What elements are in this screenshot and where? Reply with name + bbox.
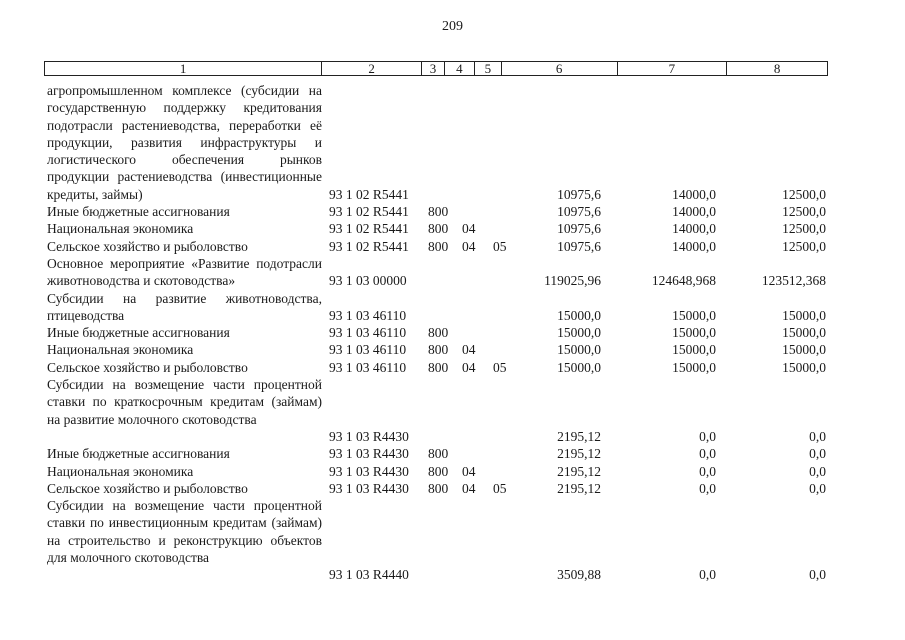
row-cell-code: 93 1 03 46110 bbox=[329, 359, 407, 375]
row-name: Субсидии на возмещение части процентной ставки по инвестиционным кредитам (займам) на строительство и реконструкцию объектов для молочного скотоводства bbox=[47, 498, 322, 566]
column-header-6: 6 bbox=[502, 62, 618, 75]
row-name: Основное мероприятие «Развитие подотрасли животноводства и скотоводства» bbox=[47, 255, 322, 289]
row-cell-v6: 2195,12 bbox=[557, 428, 601, 444]
row-cell-c4: 04 bbox=[462, 221, 476, 237]
row-cell-v7: 0,0 bbox=[699, 446, 716, 462]
table-row bbox=[0, 376, 905, 445]
row-cell-v6: 15000,0 bbox=[557, 342, 601, 358]
row-cell-c5: 05 bbox=[493, 359, 507, 375]
row-cell-code: 93 1 03 46110 bbox=[329, 342, 407, 358]
row-cell-v8: 12500,0 bbox=[782, 204, 826, 220]
row-cell-v7: 14000,0 bbox=[672, 238, 716, 254]
row-cell-code: 93 1 03 46110 bbox=[329, 325, 407, 341]
row-cell-c4: 04 bbox=[462, 480, 476, 496]
row-cell-v6: 15000,0 bbox=[557, 325, 601, 341]
row-name: Национальная экономика bbox=[47, 342, 194, 358]
row-cell-v6: 10975,6 bbox=[557, 186, 601, 202]
row-cell-code: 93 1 02 R5441 bbox=[329, 204, 409, 220]
row-cell-v8: 123512,368 bbox=[761, 273, 826, 289]
row-cell-c3: 800 bbox=[428, 204, 449, 220]
column-header-2: 2 bbox=[322, 62, 422, 75]
row-cell-code: 93 1 02 R5441 bbox=[329, 238, 409, 254]
row-cell-code: 93 1 03 46110 bbox=[329, 307, 407, 323]
row-cell-v7: 0,0 bbox=[699, 463, 716, 479]
row-cell-v7: 0,0 bbox=[699, 567, 716, 583]
row-name: Субсидии на развитие животноводства, птицеводства bbox=[47, 290, 322, 323]
row-cell-c3: 800 bbox=[428, 238, 449, 254]
row-name: Сельское хозяйство и рыболовство bbox=[47, 359, 248, 375]
row-cell-v8: 0,0 bbox=[809, 567, 826, 583]
row-name: Иные бюджетные ассигнования bbox=[47, 204, 230, 220]
row-cell-c3: 800 bbox=[428, 342, 449, 358]
row-cell-c3: 800 bbox=[428, 325, 449, 341]
row-cell-v7: 15000,0 bbox=[672, 325, 716, 341]
row-cell-v8: 15000,0 bbox=[782, 342, 826, 358]
row-cell-v8: 15000,0 bbox=[782, 307, 826, 323]
row-cell-c3: 800 bbox=[428, 221, 449, 237]
row-cell-v6: 119025,96 bbox=[544, 273, 601, 289]
table-row bbox=[0, 359, 905, 376]
row-cell-code: 93 1 02 R5441 bbox=[329, 221, 409, 237]
row-cell-v8: 15000,0 bbox=[782, 359, 826, 375]
table-row bbox=[0, 255, 905, 290]
column-header-4: 4 bbox=[445, 62, 475, 75]
table-row bbox=[0, 82, 905, 203]
row-cell-v8: 0,0 bbox=[809, 446, 826, 462]
table-row bbox=[0, 497, 905, 584]
row-cell-v7: 14000,0 bbox=[672, 186, 716, 202]
row-name: Национальная экономика bbox=[47, 221, 194, 237]
table-row bbox=[0, 290, 905, 325]
row-cell-v6: 10975,6 bbox=[557, 221, 601, 237]
row-cell-c4: 04 bbox=[462, 359, 476, 375]
row-cell-v6: 2195,12 bbox=[557, 480, 601, 496]
row-cell-c3: 800 bbox=[428, 463, 449, 479]
row-cell-c5: 05 bbox=[493, 480, 507, 496]
column-header-8: 8 bbox=[773, 61, 781, 76]
table-row bbox=[0, 341, 905, 358]
row-cell-v8: 12500,0 bbox=[782, 238, 826, 254]
row-cell-v6: 3509,88 bbox=[557, 567, 601, 583]
row-cell-c3: 800 bbox=[428, 359, 449, 375]
row-name: агропромышленном комплексе (субсидии на государственную поддержку кредитования подотрасли растениеводства, переработки её продукции, развития инфраструктуры и логистического обеспечения рынков продукции растениеводства (инвестиционные кредиты, займы) bbox=[47, 83, 322, 202]
row-name: Иные бюджетные ассигнования bbox=[47, 446, 230, 462]
row-cell-code: 93 1 03 R4430 bbox=[329, 480, 409, 496]
row-cell-c3: 800 bbox=[428, 480, 449, 496]
table-row bbox=[0, 463, 905, 480]
row-cell-v7: 15000,0 bbox=[672, 359, 716, 375]
row-cell-code: 93 1 03 R4430 bbox=[329, 446, 409, 462]
row-cell-v8: 0,0 bbox=[809, 480, 826, 496]
row-cell-v6: 15000,0 bbox=[557, 307, 601, 323]
table-row bbox=[0, 445, 905, 462]
row-cell-v6: 2195,12 bbox=[557, 446, 601, 462]
table-row bbox=[0, 480, 905, 497]
row-cell-v6: 2195,12 bbox=[557, 463, 601, 479]
column-header-1: 1 bbox=[45, 62, 322, 75]
row-cell-v7: 0,0 bbox=[699, 480, 716, 496]
row-name: Иные бюджетные ассигнования bbox=[47, 325, 230, 341]
column-header-3: 3 bbox=[422, 62, 445, 75]
table-row bbox=[0, 238, 905, 255]
table-body bbox=[0, 82, 905, 584]
row-cell-v8: 15000,0 bbox=[782, 325, 826, 341]
row-cell-v6: 15000,0 bbox=[557, 359, 601, 375]
column-header-7: 7 bbox=[618, 62, 728, 75]
row-cell-v8: 12500,0 bbox=[782, 186, 826, 202]
row-cell-c4: 04 bbox=[462, 342, 476, 358]
row-name: Сельское хозяйство и рыболовство bbox=[47, 480, 248, 496]
row-cell-code: 93 1 02 R5441 bbox=[329, 186, 409, 202]
row-cell-code: 93 1 03 R4440 bbox=[329, 567, 409, 583]
row-cell-c4: 04 bbox=[462, 463, 476, 479]
row-cell-code: 93 1 03 R4430 bbox=[329, 463, 409, 479]
row-cell-code: 93 1 03 R4430 bbox=[329, 428, 409, 444]
row-cell-c3: 800 bbox=[428, 446, 449, 462]
row-cell-v7: 14000,0 bbox=[672, 204, 716, 220]
row-cell-v7: 15000,0 bbox=[672, 342, 716, 358]
row-name: Сельское хозяйство и рыболовство bbox=[47, 238, 248, 254]
table-row bbox=[0, 220, 905, 237]
table-header bbox=[44, 61, 828, 76]
page-number: 209 bbox=[442, 19, 463, 34]
row-name: Субсидии на возмещение части процентной ставки по краткосрочным кредитам (займам) на развитие молочного скотоводства bbox=[47, 377, 322, 427]
row-cell-v8: 0,0 bbox=[809, 463, 826, 479]
row-cell-v8: 12500,0 bbox=[782, 221, 826, 237]
row-cell-v7: 14000,0 bbox=[672, 221, 716, 237]
row-cell-v6: 10975,6 bbox=[557, 238, 601, 254]
row-cell-c4: 04 bbox=[462, 238, 476, 254]
table-row bbox=[0, 324, 905, 341]
row-cell-v8: 0,0 bbox=[809, 428, 826, 444]
row-cell-code: 93 1 03 00000 bbox=[329, 273, 407, 289]
column-header-5: 5 bbox=[475, 62, 502, 75]
table-row bbox=[0, 203, 905, 220]
row-cell-c5: 05 bbox=[493, 238, 507, 254]
row-cell-v7: 0,0 bbox=[699, 428, 716, 444]
row-cell-v7: 15000,0 bbox=[672, 307, 716, 323]
row-cell-v6: 10975,6 bbox=[557, 204, 601, 220]
row-cell-v7: 124648,968 bbox=[651, 273, 716, 289]
row-name: Национальная экономика bbox=[47, 463, 194, 479]
